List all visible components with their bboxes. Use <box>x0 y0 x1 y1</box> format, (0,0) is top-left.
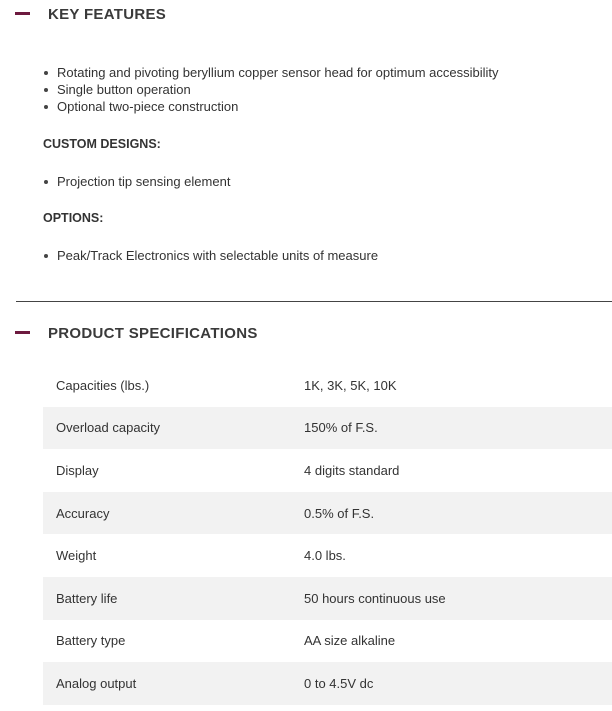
list-item: Peak/Track Electronics with selectable units of measure <box>57 248 379 263</box>
options-list <box>0 247 378 264</box>
spec-label: Analog output <box>56 675 137 691</box>
spec-label: Display <box>56 462 99 478</box>
table-row <box>43 577 612 620</box>
table-row <box>43 407 612 450</box>
spec-value: 1K, 3K, 5K, 10K <box>304 377 397 393</box>
table-row <box>43 620 612 663</box>
collapse-icon[interactable] <box>15 331 30 334</box>
list-item: Optional two-piece construction <box>57 98 499 115</box>
key-features-list <box>0 64 499 115</box>
spec-value: 4 digits standard <box>304 462 400 478</box>
collapse-icon[interactable] <box>15 12 30 15</box>
spec-label: Battery life <box>56 590 118 606</box>
product-specifications-title: PRODUCT SPECIFICATIONS <box>48 325 258 342</box>
table-row <box>43 364 612 407</box>
list-item: Projection tip sensing element <box>57 174 231 189</box>
table-row <box>43 449 612 492</box>
list-item: Rotating and pivoting beryllium copper sensor head for optimum accessibility <box>57 65 499 80</box>
key-features-title: KEY FEATURES <box>48 6 167 23</box>
section-divider <box>16 301 612 302</box>
spec-value: 50 hours continuous use <box>304 590 446 606</box>
spec-label: Overload capacity <box>56 420 161 436</box>
spec-label: Battery type <box>56 633 126 649</box>
custom-designs-list <box>0 173 230 190</box>
list-item: Single button operation <box>57 81 499 98</box>
specifications-table <box>43 364 612 705</box>
table-row <box>43 534 612 577</box>
spec-label: Accuracy <box>56 505 110 521</box>
spec-value: AA size alkaline <box>304 633 396 649</box>
spec-value: 150% of F.S. <box>304 420 378 436</box>
table-row <box>43 492 612 535</box>
spec-label: Weight <box>56 548 97 564</box>
spec-value: 0 to 4.5V dc <box>304 675 374 691</box>
table-row <box>43 662 612 705</box>
spec-value: 4.0 lbs. <box>304 548 346 564</box>
spec-label: Capacities (lbs.) <box>56 377 150 393</box>
options-label: OPTIONS: <box>43 211 104 225</box>
custom-designs-label: CUSTOM DESIGNS: <box>43 137 161 151</box>
spec-value: 0.5% of F.S. <box>304 505 375 521</box>
